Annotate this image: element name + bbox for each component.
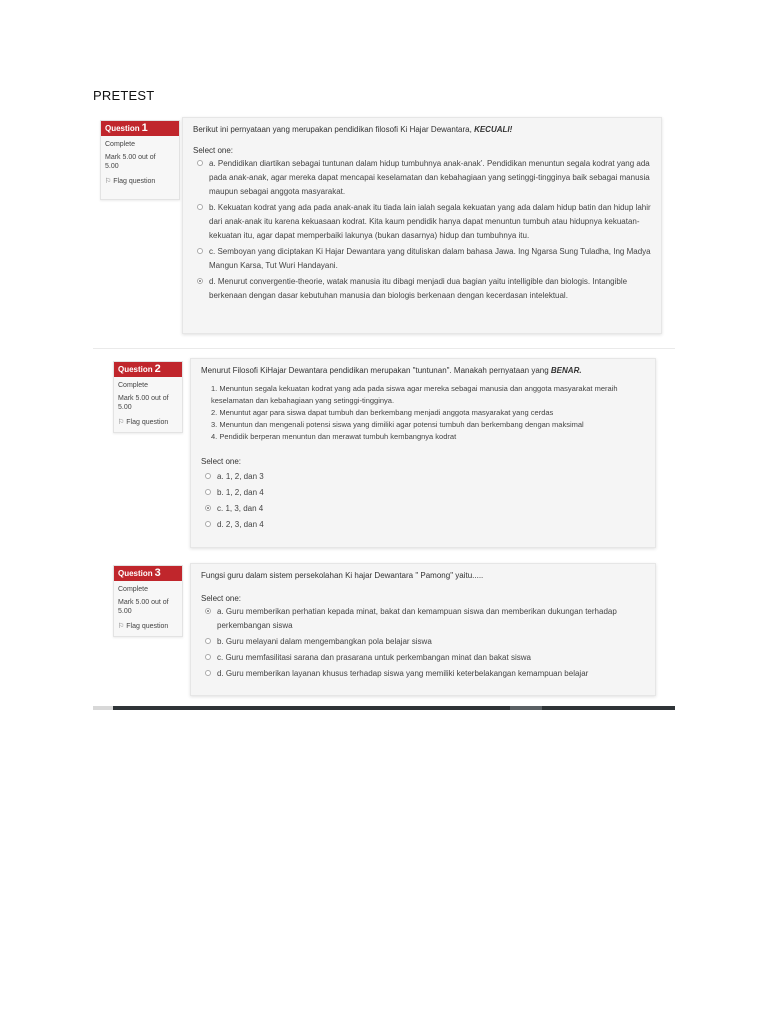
question-state: Complete: [118, 586, 148, 593]
radio-icon[interactable]: [205, 638, 211, 644]
question-info-1: [100, 120, 180, 200]
radio-icon[interactable]: [205, 489, 211, 495]
answer-option[interactable]: a. Pendidikan diartikan sebagai tuntunan dalam hidup tumbuhnya anak-anak’. Pendidikan menuntun segala kodrat yang ada pada anak-anak, agar mereka dapat mencapai keselamatan dan kebahagiaan yang setinggi-tingginya baik sebagai manusia maupun sebagai anggota masyarakat.: [193, 157, 651, 199]
radio-selected-icon[interactable]: [205, 505, 211, 511]
answer-option[interactable]: c. Guru memfasilitasi sarana dan prasarana untuk perkembangan minat dan bakat siswa: [201, 651, 645, 665]
flag-icon: ⚐: [105, 178, 112, 185]
radio-selected-icon[interactable]: [197, 278, 203, 284]
flag-icon: ⚐: [118, 419, 125, 426]
question-mark: Mark 5.00 out of 5.00: [118, 599, 169, 615]
answer-option[interactable]: b. 1, 2, dan 4: [201, 486, 645, 500]
answer-option-selected[interactable]: d. Menurut convergentie-theorie, watak manusia itu dibagi menjadi dua bagian yaitu intelligible dan biologis. Intangible berkenaan dengan dasar kebutuhan manusia dan biologis berkenaan dengan kecerdasan intelektual.: [193, 275, 651, 303]
window-scrollbar[interactable]: [93, 706, 675, 710]
answer-option[interactable]: d. 2, 3, dan 4: [201, 518, 645, 532]
statement-list: [211, 383, 645, 443]
flag-question-link[interactable]: ⚐ Flag question: [105, 177, 156, 185]
answer-option[interactable]: b. Kekuatan kodrat yang ada pada anak-anak itu tiada lain ialah segala kekuatan yang ada dalam hidup batin dan hidup lahir dari anak-anak itu karena kekuasaan kodrat. Kita kaum pendidik hanya dapat menuntun tumbuh atau hidupnya kekuatan-kekuatan itu, agar dapat memperbaiki lakunya (bukan dasarnya) hidup dan tumbuhnya itu.: [193, 201, 651, 243]
question-text: Berikut ini pernyataan yang merupakan pendidikan filosofi Ki Hajar Dewantara, KECUALI!: [193, 125, 513, 134]
answer-option[interactable]: c. Semboyan yang diciptakan Ki Hajar Dewantara yang dituliskan dalam bahasa Jawa. Ing Ngarsa Sung Tuladha, Ing Madya Mangun Karsa, Tut Wuri Handayani.: [193, 245, 651, 273]
statement-item: 2. Menuntut agar para siswa dapat tumbuh dan berkembang menjadi anggota masyarakat yang cerdas: [211, 408, 554, 417]
question-mark: Mark 5.00 out of 5.00: [105, 154, 156, 170]
scrollbar-track-segment: [510, 706, 542, 710]
question-info-2: [113, 361, 183, 433]
section-divider: [93, 348, 675, 349]
question-text: Fungsi guru dalam sistem persekolahan Ki hajar Dewantara " Pamong" yaitu.....: [201, 571, 484, 580]
question-state: Complete: [118, 382, 148, 389]
flag-icon: ⚐: [118, 623, 125, 630]
question-content-3: [190, 563, 656, 696]
question-number-badge: Question 2: [114, 362, 182, 377]
answer-option-selected[interactable]: c. 1, 3, dan 4: [201, 502, 645, 516]
question-number-badge: Question 1: [101, 121, 179, 136]
radio-icon[interactable]: [205, 473, 211, 479]
statement-item: 3. Menuntun dan mengenali potensi siswa yang dimiliki agar potensi tumbuh dan berkembang dengan maksimal: [211, 420, 584, 429]
scrollbar-thumb[interactable]: [93, 706, 113, 710]
question-state: Complete: [105, 141, 135, 148]
radio-icon[interactable]: [205, 654, 211, 660]
flag-question-link[interactable]: ⚐ Flag question: [118, 418, 169, 426]
question-mark: Mark 5.00 out of 5.00: [118, 395, 169, 411]
select-one-label: Select one:: [201, 594, 242, 603]
radio-icon[interactable]: [205, 521, 211, 527]
answer-option[interactable]: a. 1, 2, dan 3: [201, 470, 645, 484]
question-content-1: [182, 117, 662, 334]
answer-option-selected[interactable]: a. Guru memberikan perhatian kepada minat, bakat dan kemampuan siswa dan memberikan dukungan terhadap perkembangan siswa: [201, 605, 645, 633]
question-info-3: [113, 565, 183, 637]
statement-item: 4. Pendidik berperan menuntun dan merawat tumbuh kembangnya kodrat: [211, 432, 457, 441]
flag-question-link[interactable]: ⚐ Flag question: [118, 622, 169, 630]
radio-icon[interactable]: [197, 248, 203, 254]
statement-item: 1. Menuntun segala kekuatan kodrat yang ada pada siswa agar mereka sebagai manusia dan anggota masyarakat meraih keselamatan dan kebahagiaan yang setinggi-tingginya.: [211, 384, 618, 405]
question-number-badge: Question 3: [114, 566, 182, 581]
answer-option[interactable]: b. Guru melayani dalam mengembangkan pola belajar siswa: [201, 635, 645, 649]
question-content-2: [190, 358, 656, 548]
radio-icon[interactable]: [205, 670, 211, 676]
question-text: Menurut Filosofi KiHajar Dewantara pendidikan merupakan "tuntunan". Manakah pernyataan yang BENAR.: [201, 366, 582, 375]
page-title: PRETEST: [93, 88, 155, 103]
radio-selected-icon[interactable]: [205, 608, 211, 614]
select-one-label: Select one:: [201, 457, 242, 466]
select-one-label: Select one:: [193, 146, 234, 155]
radio-icon[interactable]: [197, 160, 203, 166]
answer-option[interactable]: d. Guru memberikan layanan khusus terhadap siswa yang memiliki keterbelakangan kemampuan belajar: [201, 667, 645, 681]
radio-icon[interactable]: [197, 204, 203, 210]
